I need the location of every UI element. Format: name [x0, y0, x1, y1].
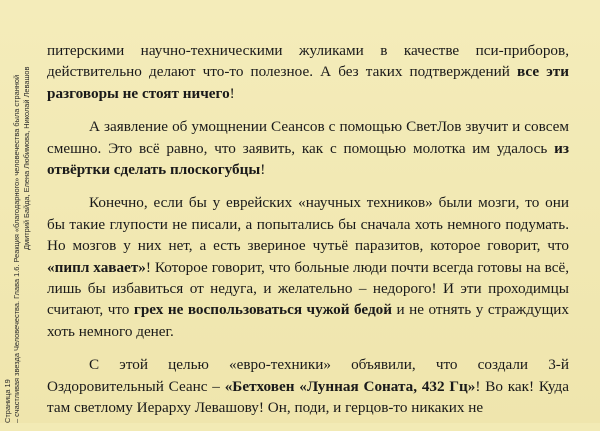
text-run: Конечно, если бы у еврейских «научных техников» были мозги, то они бы такие глупости не писали, а попытались бы сначала хоть немного подумать. Но мозгов у них нет, а есть звериное чутьё паразитов, которое говорит, что	[47, 194, 569, 255]
text-run: ! Которое говорит, что больные люди почти всегда готовы на всё, лишь бы избавиться от недуга, и желательно – недорого! И эти проходимцы считают, что	[47, 258, 569, 319]
emphasized-text: «пипл хавает»	[47, 258, 146, 276]
text-run: !	[229, 84, 235, 102]
paragraph	[47, 192, 569, 342]
text-run: !	[260, 161, 266, 179]
paragraph	[47, 40, 569, 104]
body-text	[47, 40, 569, 431]
text-run: С этой целью «евро-техники» объявили, что создали 3-й Оздоровительный Сеанс –	[47, 356, 569, 395]
emphasized-text: из отвёртки сделать плоскогубцы	[47, 139, 569, 179]
paragraph	[47, 354, 569, 418]
emphasized-text: грех не воспользоваться чужой бедой	[133, 301, 392, 319]
page-number-label: Страница 19	[3, 379, 12, 423]
text-run: А заявление об умощнении Сеансов с помощью СветЛов звучит и совсем смешно. Это всё равно, что заявить, как с помощью молотка им удалось	[47, 118, 569, 157]
page-margin-header	[0, 0, 40, 423]
text-run: и не отнять у страждущих хоть немного денег.	[47, 301, 569, 340]
text-run: ! Во как! Куда там светлому Иерарху Левашову! Он, поди, и герцов-то никаких не	[47, 377, 569, 417]
text-run: питерскими научно-техническими жуликами в качестве пси-приборов, действительно делают что-то полезное. А без таких подтверждений	[47, 42, 569, 81]
authors-line: Дмитрий Байда, Елена Любимова, Николай Левашов	[22, 66, 31, 250]
paragraph	[47, 116, 569, 180]
chapter-title: – счастливая звезда Человечества. Глава 1.6. Реакция «благодарного» человечества была странной	[12, 74, 21, 423]
emphasized-text: «Бетховен «Лунная Соната, 432 Гц»	[224, 377, 476, 395]
emphasized-text: все эти разговоры не стоят ничего	[47, 63, 569, 102]
